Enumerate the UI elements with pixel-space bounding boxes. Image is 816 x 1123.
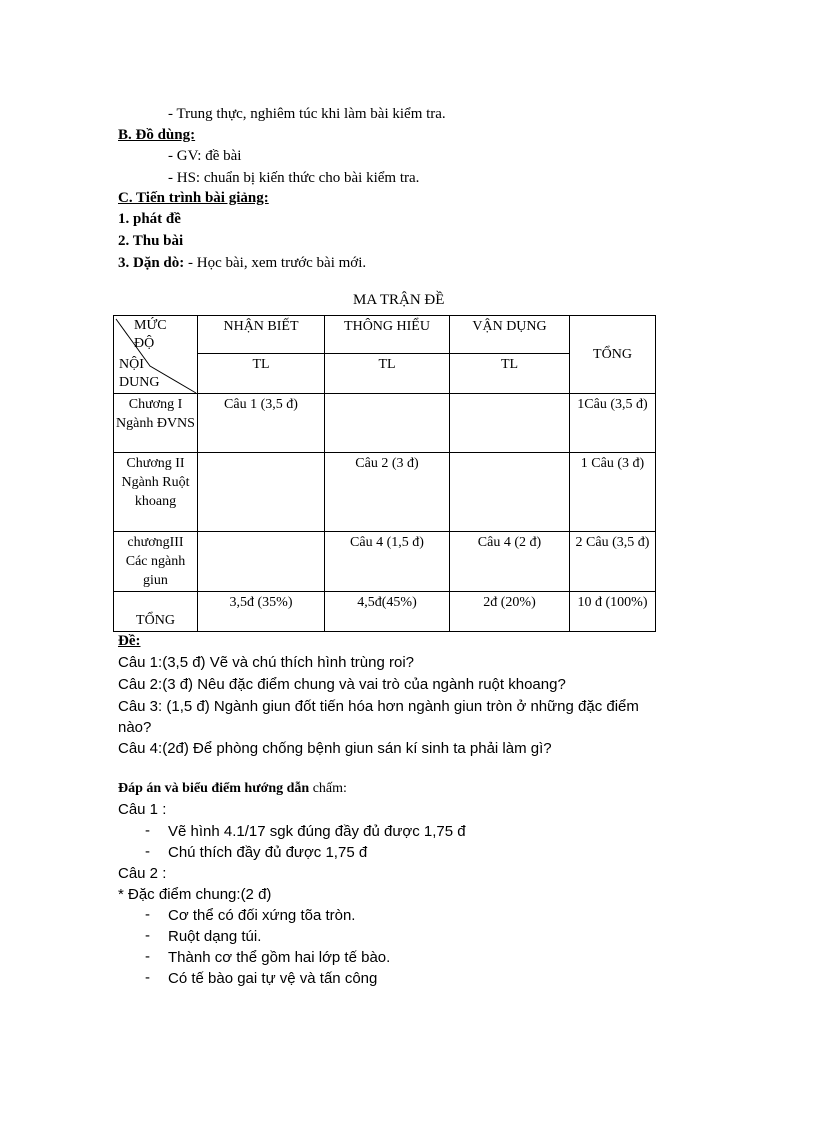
section-c-heading: C. Tiến trình bài giảng: — [118, 190, 269, 206]
col-recognize: NHẬN BIẾT — [198, 316, 325, 354]
sum-apply: 2đ (20%) — [450, 592, 570, 632]
row1-understand — [325, 394, 450, 453]
step-2: 2. Thu bài — [118, 233, 184, 249]
step-3 — [118, 253, 366, 273]
question-3: Câu 3: (1,5 đ) Ngành giun đốt tiến hóa hơn ngành giun tròn ở những đặc điểm — [118, 698, 639, 715]
step-3-text: - Học bài, xem trước bài mới. — [184, 255, 367, 271]
row3-total: 2 Câu (3,5 đ) — [570, 532, 656, 592]
matrix-corner-cell — [114, 316, 198, 394]
answer-2-item: Thành cơ thể gồm hai lớp tế bào. — [168, 949, 391, 966]
matrix-title: MA TRẬN ĐỀ — [353, 292, 445, 308]
exam-heading: Đề: — [118, 633, 141, 649]
answer-1-label: Câu 1 : — [118, 801, 167, 818]
row1-apply — [450, 394, 570, 453]
answers-heading-rest: chấm: — [309, 781, 347, 796]
tl-apply: TL — [450, 354, 570, 394]
corner-top-label: MỨC ĐỘ — [134, 318, 167, 351]
row1-recognize: Câu 1 (3,5 đ) — [198, 394, 325, 453]
answer-2-item: Ruột dạng túi. — [168, 928, 262, 945]
tl-recognize: TL — [198, 354, 325, 394]
bullet-dash: - — [145, 906, 150, 923]
row2-topic: Chương II Ngành Ruột khoang — [114, 453, 198, 532]
row2-apply — [450, 453, 570, 532]
answer-2-label: Câu 2 : — [118, 865, 167, 882]
sum-label: TỔNG — [114, 592, 198, 632]
bullet-dash: - — [145, 969, 150, 986]
step-1: 1. phát đề — [118, 211, 181, 227]
sum-total: 10 đ (100%) — [570, 592, 656, 632]
bullet-dash: - — [145, 822, 150, 839]
col-apply: VẬN DỤNG — [450, 316, 570, 354]
bullet-dash: - — [145, 843, 150, 860]
attitude-line: - Trung thực, nghiêm túc khi làm bài kiểm tra. — [168, 106, 446, 122]
bullet-dash: - — [145, 948, 150, 965]
row3-topic: chươngIII Các ngành giun — [114, 532, 198, 592]
row2-recognize — [198, 453, 325, 532]
sum-recognize: 3,5đ (35%) — [198, 592, 325, 632]
question-4: Câu 4:(2đ) Để phòng chống bệnh giun sán kí sinh ta phải làm gì? — [118, 740, 552, 757]
gv-line: - GV: đề bài — [168, 148, 242, 164]
row2-total: 1 Câu (3 đ) — [570, 453, 656, 532]
corner-bottom-label: NỘI DUNG — [119, 357, 160, 390]
row3-apply: Câu 4 (2 đ) — [450, 532, 570, 592]
row3-recognize — [198, 532, 325, 592]
answer-2-item: Cơ thể có đối xứng tõa tròn. — [168, 907, 356, 924]
row2-understand: Câu 2 (3 đ) — [325, 453, 450, 532]
bullet-dash: - — [145, 927, 150, 944]
sum-understand: 4,5đ(45%) — [325, 592, 450, 632]
row3-understand: Câu 4 (1,5 đ) — [325, 532, 450, 592]
col-total: TỔNG — [570, 316, 656, 394]
row1-topic: Chương I Ngành ĐVNS — [114, 394, 198, 453]
matrix-table — [113, 315, 656, 632]
question-2: Câu 2:(3 đ) Nêu đặc điểm chung và vai trò của ngành ruột khoang? — [118, 676, 566, 693]
tl-understand: TL — [325, 354, 450, 394]
answer-1-item: Vẽ hình 4.1/17 sgk đúng đầy đủ được 1,75 đ — [168, 823, 466, 840]
step-3-label: 3. Dặn dò: — [118, 255, 185, 271]
answer-2-subheading: * Đặc điểm chung:(2 đ) — [118, 886, 272, 903]
row1-total: 1Câu (3,5 đ) — [570, 394, 656, 453]
question-1: Câu 1:(3,5 đ) Vẽ và chú thích hình trùng roi? — [118, 654, 415, 671]
section-b-heading: B. Đồ dùng: — [118, 127, 196, 143]
answer-1-item: Chú thích đầy đủ được 1,75 đ — [168, 844, 368, 861]
col-understand: THÔNG HIỂU — [325, 316, 450, 354]
answers-heading — [118, 779, 347, 799]
question-3-cont: nào? — [118, 719, 152, 736]
answer-2-item: Có tế bào gai tự vệ và tấn công — [168, 970, 378, 987]
answers-heading-bold: Đáp án và biểu điểm hướng dẫn — [118, 781, 310, 796]
hs-line: - HS: chuẩn bị kiến thức cho bài kiểm tra. — [168, 170, 420, 186]
